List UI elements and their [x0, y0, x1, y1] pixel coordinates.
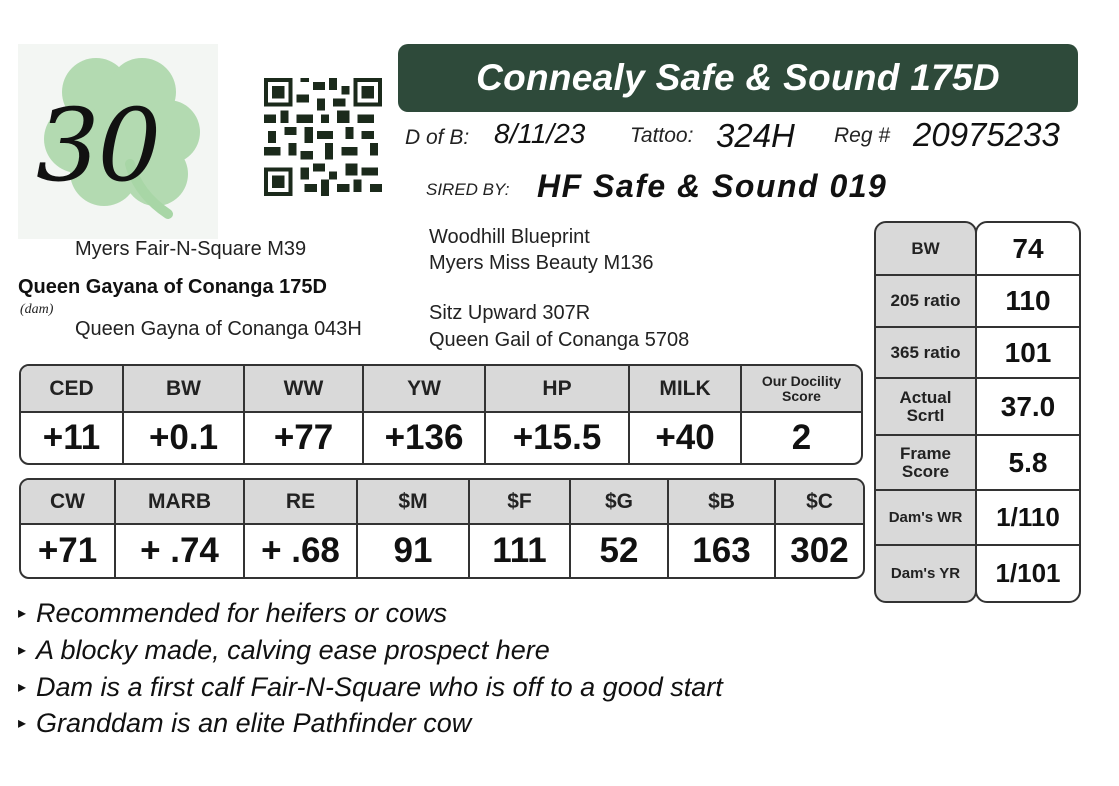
epd-table-1 [19, 364, 863, 465]
qr-code-icon [264, 78, 382, 196]
epd-header-b: $B [669, 480, 776, 523]
stat-label-dams-yr: Dam's YR [890, 564, 961, 582]
bullet-arrow-icon: ▸ [18, 714, 27, 732]
epd-value-yw: +136 [364, 413, 486, 463]
stat-label-frame-score: Frame Score [876, 436, 975, 491]
ddam-dam: Queen Gail of Conanga 5708 [429, 329, 690, 351]
reg-label: Reg # [834, 124, 891, 147]
stat-label-actual-scrtl: Actual Scrtl [876, 379, 975, 436]
epd-value-g: 52 [571, 525, 669, 577]
reg-value: 20975233 [913, 116, 1060, 153]
epd-header-ced: CED [21, 366, 124, 411]
stat-value-actual-scrtl: 37.0 [977, 379, 1079, 436]
stats-labels-column [874, 221, 977, 603]
epd-table-2-values [21, 525, 863, 577]
bullet-arrow-icon: ▸ [18, 678, 27, 696]
epd-header-docility: Our Docility Score [761, 372, 842, 404]
epd-header-cw: CW [21, 480, 116, 523]
epd-value-re: + .68 [245, 525, 358, 577]
epd-header-m: $M [358, 480, 470, 523]
epd-table-2-header [21, 480, 863, 525]
epd-value-m: 91 [358, 525, 470, 577]
sire-value: HF Safe & Sound 019 [537, 168, 888, 204]
ddam-sire: Sitz Upward 307R [429, 302, 591, 324]
dam-dam: Queen Gayna of Conanga 043H [75, 318, 362, 340]
note-item [18, 635, 550, 666]
stats-values-column [975, 221, 1081, 603]
epd-value-docility: 2 [791, 418, 812, 457]
stat-label-dams-wr: Dam's WR [876, 491, 975, 546]
epd-header-bw: BW [124, 366, 245, 411]
bullet-arrow-icon: ▸ [18, 641, 27, 659]
sire-label: SIRED BY: [426, 180, 510, 199]
title-bar [398, 44, 1078, 112]
note-text: Dam is a first calf Fair-N-Square who is off to a good start [36, 672, 723, 702]
epd-header-f: $F [470, 480, 571, 523]
dob-value: 8/11/23 [494, 118, 586, 149]
stat-value-205-ratio: 110 [977, 276, 1079, 328]
stat-label-205-ratio: 205 ratio [876, 276, 975, 328]
note-item [18, 708, 471, 739]
epd-value-cw: +71 [21, 525, 116, 577]
qr-code [264, 78, 382, 196]
stat-value-dams-yr: 1/101 [995, 558, 1061, 588]
epd-header-marb: MARB [116, 480, 245, 523]
epd-value-bw: +0.1 [124, 413, 245, 463]
epd-header-re: RE [245, 480, 358, 523]
stat-label-bw: BW [876, 223, 975, 276]
epd-header-g: $G [571, 480, 669, 523]
note-item [18, 598, 447, 629]
epd-header-hp: HP [486, 366, 630, 411]
epd-table-1-header [21, 366, 861, 413]
animal-name: Connealy Safe & Sound 175D [476, 57, 1000, 98]
epd-value-ww: +77 [245, 413, 364, 463]
epd-table-1-values [21, 413, 861, 463]
epd-value-c: 302 [790, 531, 849, 570]
stat-label-365-ratio: 365 ratio [876, 328, 975, 379]
dsire-dam: Myers Miss Beauty M136 [429, 252, 654, 274]
note-text: Granddam is an elite Pathfinder cow [36, 708, 472, 738]
epd-header-milk: MILK [630, 366, 742, 411]
stat-value-365-ratio: 101 [977, 328, 1079, 379]
epd-value-ced: +11 [21, 413, 124, 463]
note-text: Recommended for heifers or cows [36, 598, 448, 628]
epd-value-marb: + .74 [116, 525, 245, 577]
dam-tag: (dam) [20, 302, 54, 317]
dam-name: Queen Gayana of Conanga 175D [18, 276, 327, 298]
epd-value-b: 163 [669, 525, 776, 577]
tattoo-label: Tattoo: [630, 124, 694, 147]
dam-sire: Myers Fair-N-Square M39 [75, 238, 307, 260]
epd-header-c: $C [806, 489, 833, 513]
stat-value-bw: 74 [977, 223, 1079, 276]
bullet-arrow-icon: ▸ [18, 604, 27, 622]
note-text: A blocky made, calving ease prospect here [36, 635, 550, 665]
lot-logo [18, 44, 218, 239]
epd-header-ww: WW [245, 366, 364, 411]
stat-value-frame-score: 5.8 [977, 436, 1079, 491]
tattoo-value: 324H [716, 117, 795, 154]
epd-value-hp: +15.5 [486, 413, 630, 463]
epd-value-milk: +40 [630, 413, 742, 463]
note-item [18, 672, 723, 703]
epd-header-yw: YW [364, 366, 486, 411]
stat-value-dams-wr: 1/110 [977, 491, 1079, 546]
dob-label: D of B: [405, 126, 470, 149]
dsire-sire: Woodhill Blueprint [429, 226, 590, 248]
epd-value-f: 111 [470, 525, 571, 577]
lot-number: 30 [36, 87, 160, 204]
epd-table-2 [19, 478, 865, 579]
